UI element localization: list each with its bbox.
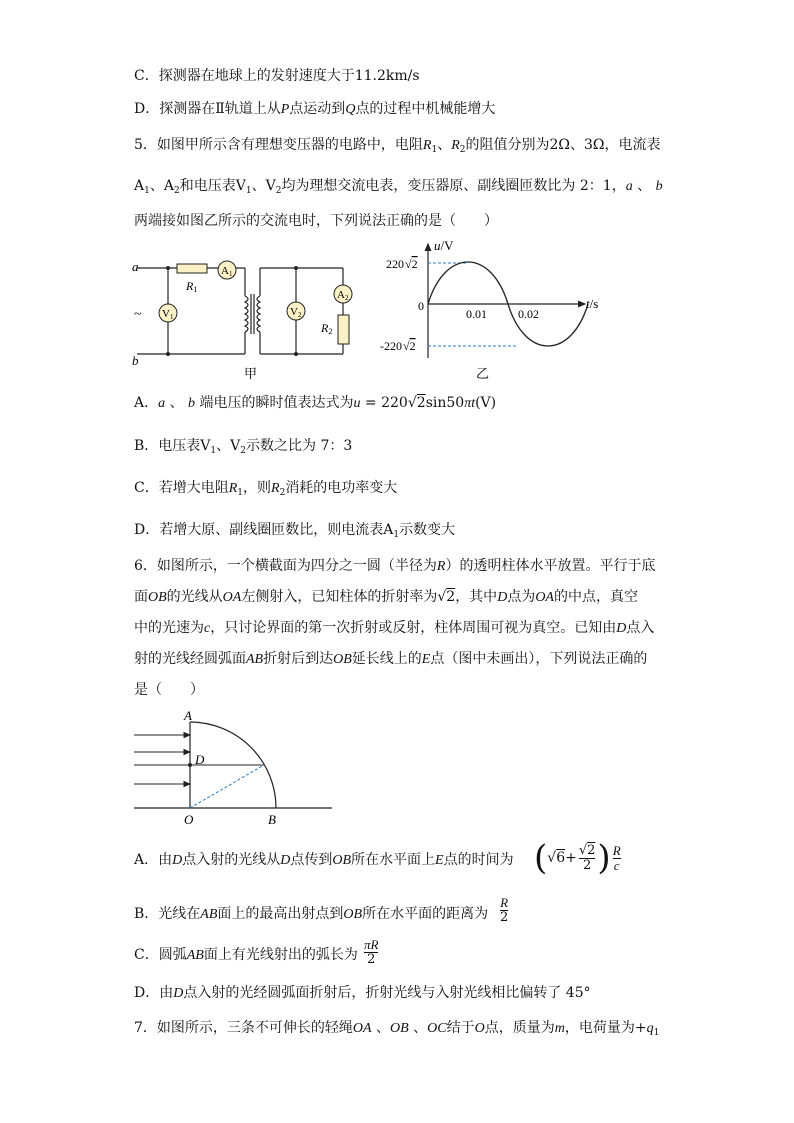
q7-stem-line1: 7．如图所示，三条不可伸长的轻绳OA 、OB 、OC结于O点，质量为m，电荷量为$+q_1$: [134, 1020, 660, 1038]
y-min-label: -220√2: [380, 339, 416, 353]
q5-stem-line1: 5．如图甲所示含有理想变压器的电路中，电阻$R_1$、$R_2$的阻值分别为2Ω、3Ω，电流表: [134, 137, 661, 155]
q6-stem-line5: 是（ ）: [134, 682, 204, 698]
label-a: A: [184, 708, 192, 723]
svg-text:A1: A1: [221, 265, 233, 278]
y-axis-label: u/V: [434, 238, 454, 253]
q6-stem-line4: 射的光线经圆弧面AB折射后到达OB延长线上的E点（图中未画出），下列说法正确的: [134, 651, 648, 667]
meter-v2: [287, 302, 305, 320]
label-r1: R1: [186, 279, 198, 294]
ac-source-symbol: ~: [134, 307, 142, 322]
q6-option-a: A．由D点入射的光线从D点传到OB所在水平面上E点的时间为: [134, 852, 514, 868]
caption-yi: 乙: [476, 366, 490, 381]
q6-option-d: D．由D点入射的光经圆弧面折射后，折射光线与入射光线相比偏转了 45°: [134, 985, 591, 1001]
q6-option-a-formula: (√6+ $\frac{√2}{2}$ ) $\frac{R}{c}$: [534, 838, 621, 878]
meter-a1: [218, 261, 236, 279]
resistor-r2: [338, 315, 349, 344]
y-max-label: 220√2: [386, 257, 418, 271]
q5-figure-circuit: [130, 258, 360, 383]
x-tick-002: 0.02: [518, 307, 539, 321]
resistor-r1: [177, 264, 207, 273]
terminal-a: a: [132, 259, 139, 274]
caption-jia: 甲: [244, 366, 258, 381]
q5-stem-line3: 两端接如图乙所示的交流电时，下列说法正确的是（ ）: [134, 213, 498, 229]
x-tick-001: 0.01: [466, 307, 487, 321]
q6-figure-quarter-circle: [132, 708, 337, 830]
q6-option-c-fraction: $\frac{\pi R}{2}$: [364, 937, 379, 967]
q5-option-a: A．a 、 b 端电压的瞬时值表达式为u = 220√2sin50πt(V): [134, 395, 497, 411]
svg-text:A2: A2: [337, 289, 349, 302]
x-axis-label: t/s: [586, 296, 599, 311]
terminal-b: b: [132, 353, 139, 368]
label-o: O: [184, 812, 194, 827]
q5-figure-waveform: [380, 238, 620, 383]
label-r2: R2: [321, 321, 333, 336]
q5-option-d: D．若增大原、副线圈匝数比，则电流表$A_1$示数变大: [134, 522, 456, 540]
svg-text:V2: V2: [290, 306, 302, 319]
label-d: D: [195, 752, 205, 767]
q5-option-c: C．若增大电阻$R_1$，则$R_2$消耗的电功率变大: [134, 480, 398, 498]
q6-stem-line2: 面OB的光线从OA左侧射入，已知柱体的折射率为√2，其中D点为OA的中点，真空: [134, 589, 638, 605]
label-b: B: [268, 812, 276, 827]
meter-v1: [159, 304, 177, 322]
q6-stem-line3: 中的光速为c，只讨论界面的第一次折射或反射，柱体周围可视为真空。已知由D点入: [134, 620, 655, 636]
q6-option-b-fraction: $\frac{R}{2}$: [500, 895, 509, 925]
q5-stem-line2: $A_1$、$A_2$和电压表$V_1$、$V_2$均为理想交流电表，变压器原、副线圈匝数比为 2：1，a 、 b: [134, 178, 663, 196]
q4-option-d: D．探测器在Ⅱ轨道上从P点运动到Q点的过程中机械能增大: [134, 101, 496, 117]
meter-a2: [334, 285, 352, 303]
svg-text:V1: V1: [162, 308, 174, 321]
q4-option-c: C．探测器在地球上的发射速度大于11.2km/s: [134, 68, 420, 84]
origin-label: 0: [418, 299, 424, 313]
q5-option-b: B．电压表$V_1$、$V_2$示数之比为 7：3: [134, 438, 353, 456]
q6-stem-line1: 6．如图所示，一个横截面为四分之一圆（半径为R）的透明柱体水平放置。平行于底: [134, 558, 656, 574]
q6-option-b: B．光线在AB面上的最高出射点到OB所在水平面的距离为: [134, 906, 489, 922]
q6-option-c: C．圆弧AB面上有光线射出的弧长为: [134, 947, 358, 963]
